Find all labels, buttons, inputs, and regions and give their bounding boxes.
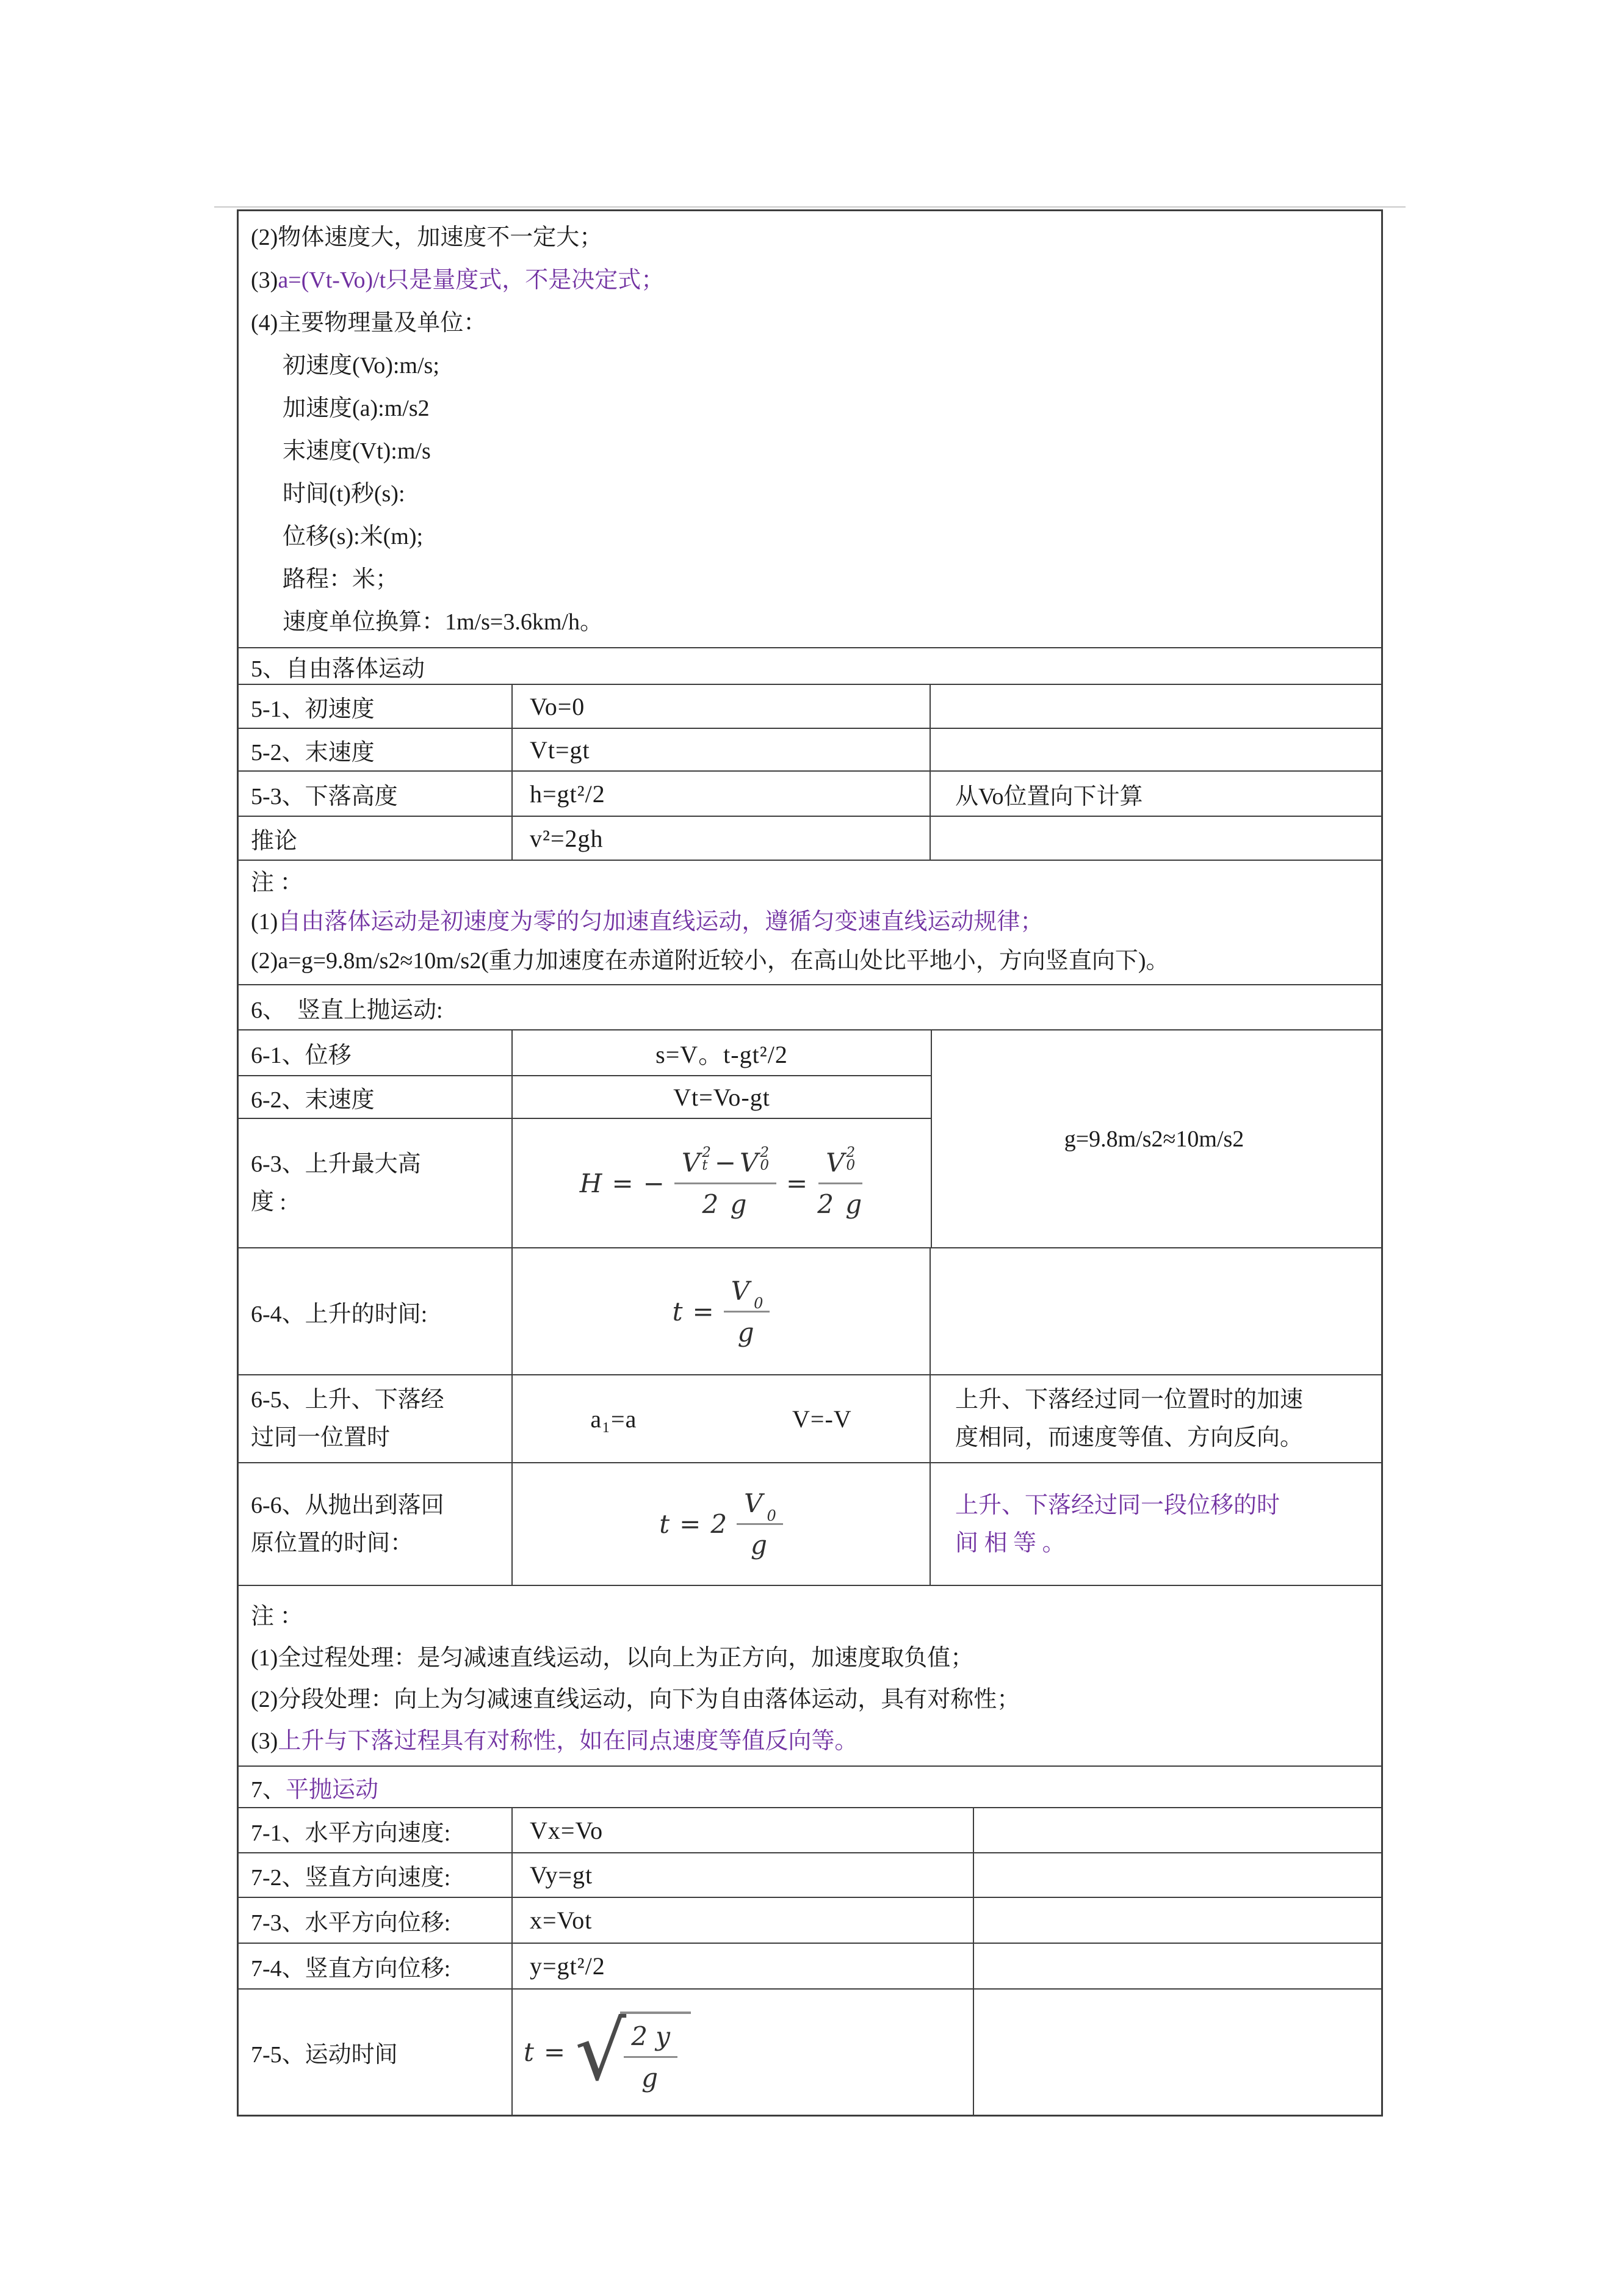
section5-notes-block: [239, 861, 1381, 984]
row-section6-header: [239, 984, 1381, 1029]
fraction: [737, 1488, 783, 1560]
row-5-inference: [239, 816, 1381, 860]
row-7-1: [239, 1807, 1381, 1852]
radicand: [620, 2012, 691, 2093]
superscript: 2: [846, 1144, 856, 1161]
formula-text: s=V。t-gt²/2: [655, 1041, 788, 1068]
cell-note-7-4: [973, 1944, 1381, 1988]
note-text: 初速度(Vo):m/s;: [283, 353, 439, 378]
fraction: [624, 2021, 677, 2093]
label-text: 6-4、上升的时间:: [251, 1301, 428, 1327]
rows-6-1-to-6-3: [239, 1029, 1381, 1247]
var-base: V: [681, 1147, 701, 1178]
note-text: (3): [251, 267, 278, 293]
note-text: 末速度(Vt):m/s: [283, 438, 431, 464]
row-6-3: [239, 1118, 931, 1247]
note-text: (2)a=g=9.8m/s2≈10m/s2(重力加速度在赤道附近较小，在高山处比平地小，方向竖直向下)。: [251, 948, 1169, 974]
subscript: 0: [767, 1507, 776, 1524]
section7-title-text: 平抛运动: [286, 1776, 379, 1803]
cell-label-5-inference: [239, 817, 511, 860]
cell-formula-7-4: [511, 1944, 973, 1988]
formula-text: Vx=Vo: [530, 1816, 604, 1844]
fraction-denominator: g: [641, 2063, 660, 2093]
eq-sign: −: [643, 1168, 665, 1198]
eq-lhs: t: [659, 1509, 670, 1539]
note-line: [251, 1679, 1369, 1720]
cell-label-7-2: [239, 1853, 511, 1897]
fraction: [817, 1144, 864, 1219]
formula-text: Vt=Vo-gt: [673, 1083, 770, 1111]
label-text: 7-3、水平方向位移:: [251, 1910, 451, 1936]
section5-title: [239, 650, 1381, 683]
fraction-denominator: 2 g: [702, 1189, 749, 1219]
note-line: [251, 941, 1369, 980]
note-line: [251, 601, 1369, 643]
cell-label-7-5: [239, 1990, 511, 2115]
note-text-purple: a=(Vt-Vo)/t只是量度式，不是决定式；: [278, 267, 665, 293]
cell-label-7-4: [239, 1944, 511, 1988]
var-v02: [826, 1144, 856, 1178]
row-section5-notes: [239, 860, 1381, 984]
label-text: 7-2、竖直方向速度:: [251, 1865, 451, 1891]
note-line: [251, 430, 1369, 473]
cell-formula-5-1: [511, 685, 930, 728]
row-6-6: [239, 1462, 1381, 1585]
fraction-numerator: [674, 1144, 776, 1184]
cell-note-7-1: [973, 1808, 1381, 1852]
fraction-numerator: [818, 1144, 862, 1184]
label-text: 5-1、初速度: [251, 696, 375, 722]
cell-formula-6-4: [511, 1248, 930, 1374]
label-text: 6-1、位移: [251, 1043, 352, 1068]
note-line-2: 度相同，而速度等值、方向反向。: [955, 1425, 1304, 1450]
cell-formula-7-5: [511, 1990, 973, 2115]
note-line: [251, 1596, 1369, 1637]
label-line-1: 6-5、上升、下落经: [251, 1387, 444, 1413]
fraction-denominator: g: [750, 1530, 769, 1560]
label-text: 6-2、末速度: [251, 1087, 375, 1113]
cell-note-6-4: [930, 1248, 1381, 1374]
cell-note-7-5: [973, 1990, 1381, 2115]
fraction: [724, 1276, 770, 1347]
eq-equals: =: [786, 1168, 808, 1198]
equation-max-height: [579, 1144, 864, 1219]
note-line: [251, 558, 1369, 601]
merged-left-rows: [239, 1030, 931, 1247]
equation-flight-time: [524, 2005, 691, 2099]
note-text-purple: 上升与下落过程具有对称性，如在同点速度等值反向等。: [278, 1728, 858, 1754]
sup-sub-stack: [847, 1146, 856, 1172]
cell-formula-7-2: [511, 1853, 973, 1897]
cell-formula-6-6: [511, 1463, 930, 1585]
label-text: 推论: [251, 828, 298, 854]
cell-label-6-3: [239, 1119, 511, 1247]
var-v02: [740, 1144, 770, 1178]
label-line-2: 过同一位置时: [251, 1425, 391, 1450]
note-text: (2)物体速度大，加速度不一定大；: [251, 225, 603, 250]
fraction-denominator: 2 g: [817, 1189, 864, 1219]
label-line-2: 度 :: [251, 1189, 287, 1215]
cell-note-7-3: [973, 1898, 1381, 1943]
note-text-purple: 自由落体运动是初速度为零的匀加速直线运动，遵循匀变速直线运动规律；: [278, 909, 1044, 935]
label-text: 5-3、下落高度: [251, 783, 398, 809]
cell-note-5-3: [930, 772, 1381, 816]
formula-v-equals-negv: V=-V: [792, 1405, 852, 1433]
row-7-4: [239, 1943, 1381, 1988]
physics-formula-table: [237, 209, 1383, 2117]
note-text: (2)分段处理：向上为匀减速直线运动，向下为自由落体运动，具有对称性；: [251, 1687, 1020, 1712]
row-top-notes: [239, 211, 1381, 647]
note-line: [251, 1637, 1369, 1679]
formula-text: y=gt²/2: [530, 1952, 605, 1980]
label-text: 5-2、末速度: [251, 739, 375, 766]
subscript: 0: [846, 1157, 856, 1173]
cell-formula-5-3: [511, 772, 930, 816]
var-base: V: [744, 1488, 763, 1518]
superscript: 2: [760, 1144, 770, 1161]
note-line: [251, 515, 1369, 558]
note-text: 从Vo位置向下计算: [955, 783, 1143, 809]
cell-note-7-2: [973, 1853, 1381, 1897]
cell-formula-5-inference: [511, 817, 930, 860]
row-6-1: [239, 1030, 931, 1075]
row-5-3: [239, 770, 1381, 816]
cell-label-7-1: [239, 1808, 511, 1852]
formula-text: Vo=0: [530, 692, 585, 720]
note-text: 注 ：: [251, 870, 303, 896]
eq-lhs: t: [672, 1296, 683, 1327]
gravity-value-text: g=9.8m/s2≈10m/s2: [1064, 1126, 1244, 1152]
note-line: [251, 473, 1369, 515]
note-line-1: 上升、下落经过同一位置时的加速: [955, 1387, 1304, 1413]
cell-label-6-5: [239, 1375, 511, 1462]
var-base: V: [740, 1147, 759, 1178]
eq-equals: =: [612, 1168, 634, 1198]
section6-title: [239, 991, 1381, 1024]
sup-sub-stack: [760, 1146, 769, 1172]
note-text: (1): [251, 909, 278, 935]
fraction-denominator: g: [737, 1317, 756, 1347]
label-text: 7-1、水平方向速度:: [251, 1820, 451, 1846]
superscript: 2: [702, 1144, 711, 1161]
eq-equals: =: [543, 2037, 566, 2067]
cell-label-6-6: [239, 1463, 511, 1585]
formula-text: Vy=gt: [530, 1861, 593, 1889]
cell-label-5-3: [239, 772, 511, 816]
cell-label-5-1: [239, 685, 511, 728]
var-base: V: [731, 1275, 750, 1306]
cell-merged-note-g: [931, 1030, 1381, 1247]
row-6-2: [239, 1075, 931, 1118]
note-line: [251, 902, 1369, 941]
section6-title-text: 6、 竖直上抛运动:: [251, 997, 443, 1023]
cell-note-6-6: [930, 1463, 1381, 1585]
row-7-5: [239, 1988, 1381, 2115]
cell-note-5-inference: [930, 817, 1381, 860]
cell-note-5-1: [930, 685, 1381, 728]
label-text: 7-5、运动时间: [251, 2042, 398, 2068]
section6-notes-block: [239, 1586, 1381, 1765]
note-text: 速度单位换算：1m/s=3.6km/h。: [283, 609, 603, 635]
subscript: 0: [754, 1294, 764, 1312]
row-section5-header: [239, 647, 1381, 684]
cell-formula-6-1: [511, 1030, 931, 1075]
note-line: [251, 1720, 1369, 1762]
cell-label-6-4: [239, 1248, 511, 1374]
cell-formula-6-5: [511, 1375, 930, 1462]
eq-lhs: H: [579, 1168, 602, 1198]
formula-text: v²=2gh: [530, 824, 604, 852]
cell-formula-6-3: [511, 1119, 931, 1247]
note-line: [251, 387, 1369, 430]
cell-formula-7-1: [511, 1808, 973, 1852]
formula-text: Vt=gt: [530, 736, 590, 764]
note-line-2: 间 相 等 。: [955, 1530, 1066, 1556]
fraction-numerator: [737, 1488, 783, 1525]
note-text: 路程：米；: [283, 567, 399, 592]
cell-formula-7-3: [511, 1898, 973, 1943]
label-line-1: 6-3、上升最大高: [251, 1151, 421, 1177]
row-6-4: [239, 1247, 1381, 1374]
formula-text: h=gt²/2: [530, 780, 605, 808]
note-text: 时间(t)秒(s):: [283, 481, 405, 507]
eq-equals: =: [692, 1296, 714, 1327]
equation-round-trip-time: [659, 1488, 782, 1560]
note-text: (3): [251, 1728, 278, 1754]
radical-sign: √: [575, 2005, 627, 2099]
formula-a1-equals-a: a₁=a: [590, 1405, 637, 1433]
cell-label-7-3: [239, 1898, 511, 1943]
row-5-2: [239, 728, 1381, 770]
label-line-2: 原位置的时间：: [251, 1530, 414, 1556]
note-line: [251, 259, 1369, 302]
row-7-2: [239, 1852, 1381, 1897]
cell-label-6-1: [239, 1030, 511, 1075]
cell-formula-6-2: [511, 1076, 931, 1118]
row-section6-notes: [239, 1585, 1381, 1765]
section7-title: [239, 1770, 1381, 1804]
note-line-1: 上升、下落经过同一段位移的时: [955, 1492, 1280, 1518]
fraction-numerator: [724, 1276, 770, 1313]
cell-formula-5-2: [511, 729, 930, 770]
eq-equals: =: [679, 1509, 701, 1539]
fraction: [674, 1144, 776, 1219]
note-line: [251, 302, 1369, 344]
eq-minus: −: [714, 1147, 737, 1178]
formula-text: x=Vot: [530, 1907, 593, 1934]
section7-title-number: 7、: [251, 1776, 286, 1803]
row-7-3: [239, 1897, 1381, 1943]
note-text: 注 ：: [251, 1604, 303, 1629]
eq-lhs: t: [524, 2037, 534, 2067]
fraction-numerator: 2 y: [624, 2021, 677, 2058]
var-base: V: [826, 1147, 845, 1178]
eq-coefficient: 2: [710, 1509, 727, 1539]
note-line: [251, 344, 1369, 387]
label-text: 7-4、竖直方向位移:: [251, 1956, 451, 1982]
note-text: 位移(s):米(m);: [283, 524, 424, 549]
cell-note-5-2: [930, 729, 1381, 770]
square-root: [575, 2005, 691, 2099]
cell-note-6-5: [930, 1375, 1381, 1462]
top-notes-block: [239, 211, 1381, 647]
row-section7-header: [239, 1765, 1381, 1807]
note-text: (1)全过程处理：是匀减速直线运动，以向上为正方向，加速度取负值；: [251, 1645, 974, 1671]
note-text: 加速度(a):m/s2: [283, 396, 430, 421]
var-vt2: [681, 1144, 711, 1178]
note-line: [251, 863, 1369, 902]
section5-title-text: 5、自由落体运动: [251, 656, 425, 682]
sup-sub-stack: [702, 1146, 711, 1172]
row-6-5: [239, 1374, 1381, 1462]
label-line-1: 6-6、从抛出到落回: [251, 1492, 444, 1518]
subscript: t: [702, 1157, 708, 1173]
note-text: (4)主要物理量及单位：: [251, 310, 487, 336]
cell-label-5-2: [239, 729, 511, 770]
cell-label-6-2: [239, 1076, 511, 1118]
note-line: [251, 216, 1369, 259]
subscript: 0: [760, 1157, 770, 1173]
equation-rise-time: [673, 1276, 770, 1347]
row-5-1: [239, 684, 1381, 728]
